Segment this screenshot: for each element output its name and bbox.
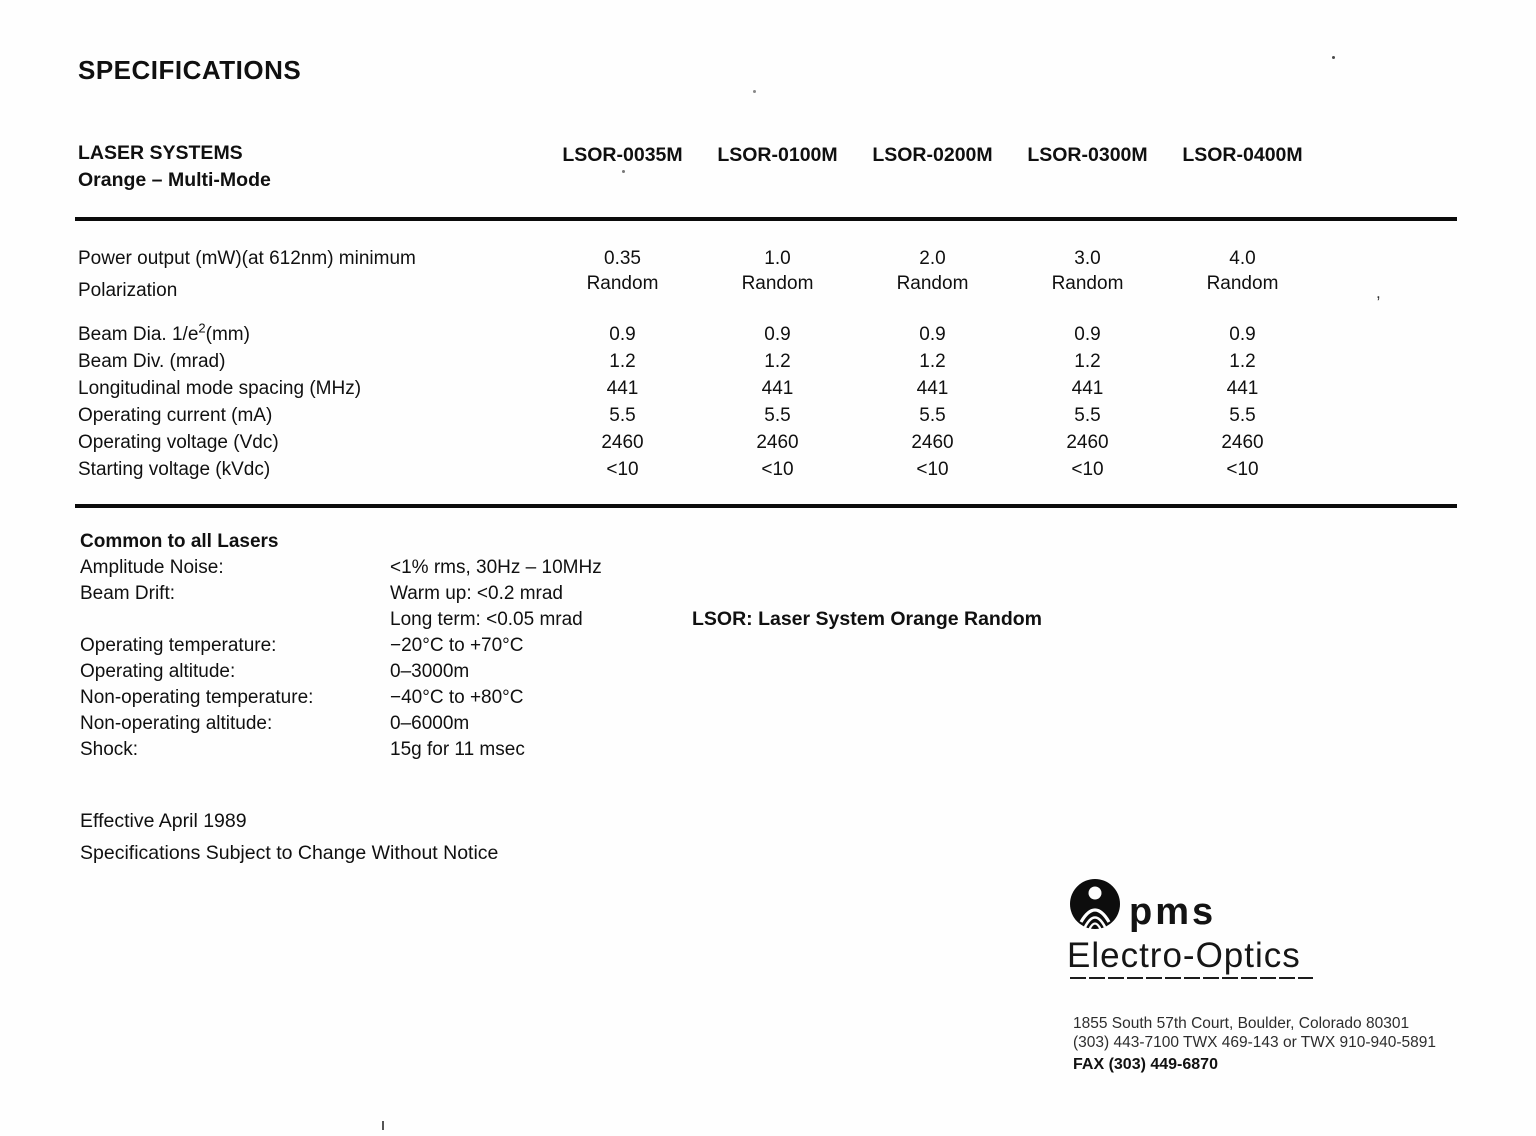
table-row [78, 378, 1320, 405]
column-header: LSOR-0035M [562, 144, 683, 166]
common-label: Non-operating temperature: [80, 687, 314, 708]
column-header: LSOR-0100M [717, 144, 838, 166]
cell-value: 1.2 [1074, 351, 1101, 372]
page-title: SPECIFICATIONS [78, 55, 302, 85]
common-item [80, 581, 602, 607]
cell-value: 5.5 [609, 405, 636, 426]
common-value: −20°C to +70°C [390, 635, 524, 656]
common-label: Operating altitude: [80, 661, 236, 682]
cell-value: 1.0 [764, 248, 791, 269]
fax-line: FAX (303) 449-6870 [1073, 1056, 1218, 1073]
cell-value: <10 [606, 459, 639, 480]
product-line: LASER SYSTEMS [78, 142, 243, 164]
row-label: Starting voltage (kVdc) [78, 459, 271, 480]
cell-value: 0.9 [609, 324, 636, 345]
cell-value: 441 [1071, 378, 1104, 399]
cell-value: 2460 [911, 432, 954, 453]
scan-speck [382, 1121, 384, 1130]
cell-value: 441 [761, 378, 794, 399]
column-header: LSOR-0200M [872, 144, 993, 166]
cell-value: 0.9 [764, 324, 791, 345]
common-value: <1% rms, 30Hz – 10MHz [390, 557, 602, 578]
column-header: LSOR-0400M [1182, 144, 1303, 166]
common-label: Non-operating altitude: [80, 713, 273, 734]
common-label [80, 607, 390, 633]
lsor-acronym-note: LSOR: Laser System Orange Random [692, 608, 1043, 630]
horizontal-rule [75, 504, 1457, 508]
cell-value: 1.2 [609, 351, 636, 372]
common-value: Long term: <0.05 mrad [390, 609, 583, 630]
cell-value: 441 [1226, 378, 1259, 399]
cell-value: <10 [761, 459, 794, 480]
spec-table-header [78, 140, 1320, 194]
row-label: Operating current (mA) [78, 405, 273, 426]
common-value: 0–3000m [390, 661, 470, 682]
common-item [80, 659, 602, 685]
common-label: Shock: [80, 739, 139, 760]
brand-division: Electro-Optics [1067, 936, 1301, 975]
cell-value: 0.9 [1074, 324, 1101, 345]
scan-speck: , [1376, 283, 1381, 302]
common-value: 15g for 11 msec [390, 739, 525, 760]
row-label: Beam Dia. $1/e^2(mm)$ [78, 320, 250, 345]
cell-value: <10 [1071, 459, 1104, 480]
common-item [80, 607, 602, 633]
cell-value: 5.5 [1074, 405, 1101, 426]
phone-line: (303) 443-7100 TWX 469-143 or TWX 910-940-5891 [1073, 1034, 1437, 1051]
spec-table-body [78, 248, 1320, 486]
cell-value: 0.35 [604, 248, 641, 269]
cell-value: 441 [916, 378, 949, 399]
address-line: 1855 South 57th Court, Boulder, Colorado 80301 [1073, 1015, 1410, 1032]
common-item [80, 737, 602, 763]
row-label: Longitudinal mode spacing (MHz) [78, 378, 362, 399]
product-variant: Orange – Multi-Mode [78, 169, 271, 191]
cell-value: <10 [916, 459, 949, 480]
scan-speck [622, 170, 625, 173]
row-label: Beam Div. (mrad) [78, 351, 226, 372]
row-label: Operating voltage (Vdc) [78, 432, 279, 453]
common-section [80, 529, 602, 763]
table-row [78, 273, 1320, 310]
cell-value: 1.2 [919, 351, 946, 372]
cell-value: <10 [1226, 459, 1259, 480]
cell-value: 5.5 [764, 405, 791, 426]
common-item [80, 685, 602, 711]
common-value: Warm up: <0.2 mrad [390, 583, 563, 604]
cell-value: Random [586, 273, 659, 294]
cell-value: 0.9 [1229, 324, 1256, 345]
cell-value: 3.0 [1074, 248, 1101, 269]
cell-value: 0.9 [919, 324, 946, 345]
cell-value: Random [741, 273, 814, 294]
cell-value: 2460 [756, 432, 799, 453]
common-item [80, 555, 602, 581]
common-label: Operating temperature: [80, 635, 277, 656]
cell-value: 1.2 [1229, 351, 1256, 372]
cell-value: Random [1051, 273, 1124, 294]
horizontal-rule [75, 217, 1457, 221]
table-row [78, 320, 1320, 351]
division-underline [1070, 977, 1313, 979]
cell-value: 2460 [1221, 432, 1264, 453]
cell-value: 2460 [601, 432, 644, 453]
cell-value: 5.5 [919, 405, 946, 426]
row-label: Power output (mW)(at 612nm) minimum [78, 248, 416, 269]
scan-speck [753, 90, 756, 93]
common-label: Beam Drift: [80, 583, 176, 604]
address-block [1073, 1014, 1436, 1052]
change-notice: Specifications Subject to Change Without Notice [80, 842, 499, 864]
effective-date: Effective April 1989 [80, 810, 247, 832]
common-value: −40°C to +80°C [390, 687, 524, 708]
cell-value: 4.0 [1229, 248, 1256, 269]
column-header: LSOR-0300M [1027, 144, 1148, 166]
cell-value: Random [1206, 273, 1279, 294]
cell-value: 5.5 [1229, 405, 1256, 426]
brand-name: pms [1129, 891, 1217, 933]
row-label: Polarization [78, 280, 178, 301]
common-heading: Common to all Lasers [80, 531, 279, 552]
common-item [80, 633, 602, 659]
common-item [80, 711, 602, 737]
cell-value: 2.0 [919, 248, 946, 269]
cell-value: 2460 [1066, 432, 1109, 453]
pms-logo-icon [1068, 878, 1122, 937]
table-row [78, 351, 1320, 378]
cell-value: 1.2 [764, 351, 791, 372]
table-row [78, 459, 1320, 486]
cell-value: Random [896, 273, 969, 294]
common-label: Amplitude Noise: [80, 557, 224, 578]
superscript: 2 [198, 320, 206, 336]
scan-speck [1332, 56, 1335, 59]
common-value: 0–6000m [390, 713, 470, 734]
table-row [78, 432, 1320, 459]
table-row [78, 405, 1320, 432]
product-line-title [78, 140, 545, 194]
cell-value: 441 [606, 378, 639, 399]
